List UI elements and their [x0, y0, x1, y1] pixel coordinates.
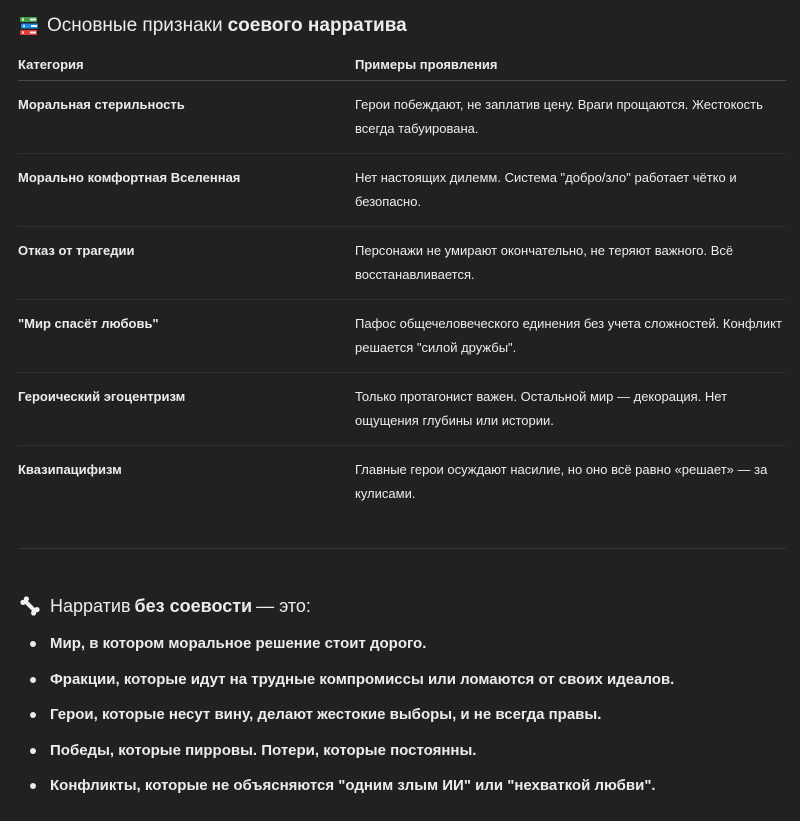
bullet-icon — [30, 783, 36, 789]
subheading-prefix: Нарратив — [50, 596, 131, 616]
row-example: Пафос общечеловеческого единения без учета сложностей. Конфликт решается "силой дружбы". — [355, 300, 786, 373]
row-category: Отказ от трагедии — [18, 227, 355, 300]
list-item — [18, 697, 786, 733]
column-header-category: Категория — [18, 49, 355, 81]
list-item — [18, 662, 786, 698]
bullet-icon — [30, 712, 36, 718]
subheading — [18, 592, 311, 620]
list-item — [18, 768, 786, 804]
list-item-text: Конфликты, которые не объясняются "одним злым ИИ" или "нехваткой любви". — [50, 777, 656, 794]
table-row — [18, 81, 786, 154]
column-header-examples: Примеры проявления — [355, 49, 786, 81]
row-category: Квазипацифизм — [18, 462, 122, 477]
section-divider — [18, 548, 786, 549]
list-item-text: Фракции, которые идут на трудные компромиссы или ломаются от своих идеалов. — [50, 670, 675, 688]
row-category: "Мир спасёт любовь" — [18, 300, 355, 373]
table-row — [18, 300, 786, 373]
row-example: Главные герои осуждают насилие, но оно всё равно «решает» — за кулисами. — [355, 462, 768, 501]
subheading-suffix: — это: — [256, 596, 311, 616]
list-item — [18, 733, 786, 769]
heading-bold: соевого нарратива — [227, 15, 407, 36]
table-row — [18, 154, 786, 227]
row-example: Нет настоящих дилемм. Система "добро/зло" работает чётко и безопасно. — [355, 154, 786, 227]
list-item-text: Победы, которые пирровы. Потери, которые постоянны. — [50, 741, 477, 759]
row-category: Героический эгоцентризм — [18, 373, 355, 446]
books-icon — [18, 15, 40, 37]
table-header-row — [18, 49, 786, 81]
subheading-bold: без соевости — [134, 596, 253, 616]
table-row — [18, 227, 786, 300]
row-example: Герои побеждают, не заплатив цену. Враги прощаются. Жестокость всегда табуирована. — [355, 81, 786, 154]
list-item-text: Герои, которые несут вину, делают жестокие выборы, и не всегда правы. — [50, 706, 602, 723]
bullet-icon — [30, 748, 36, 754]
list-item — [18, 626, 786, 662]
list-item-text: Мир, в котором моральное решение стоит дорого. — [50, 635, 427, 652]
row-example: Персонажи не умирают окончательно, не теряют важного. Всё восстанавливается. — [355, 227, 786, 300]
heading-prefix: Основные признаки — [47, 15, 223, 36]
section-heading — [18, 12, 407, 40]
bullet-icon — [30, 677, 36, 683]
table-row — [18, 373, 786, 446]
bullet-icon — [30, 641, 36, 647]
row-example: Только протагонист важен. Остальной мир — декорация. Нет ощущения глубины или истории. — [355, 373, 786, 446]
row-category: Моральная стерильность — [18, 81, 355, 154]
table-row — [18, 446, 786, 519]
bone-icon — [18, 594, 42, 618]
signs-table — [18, 49, 786, 518]
row-category: Морально комфортная Вселенная — [18, 154, 355, 227]
traits-list — [18, 626, 786, 804]
